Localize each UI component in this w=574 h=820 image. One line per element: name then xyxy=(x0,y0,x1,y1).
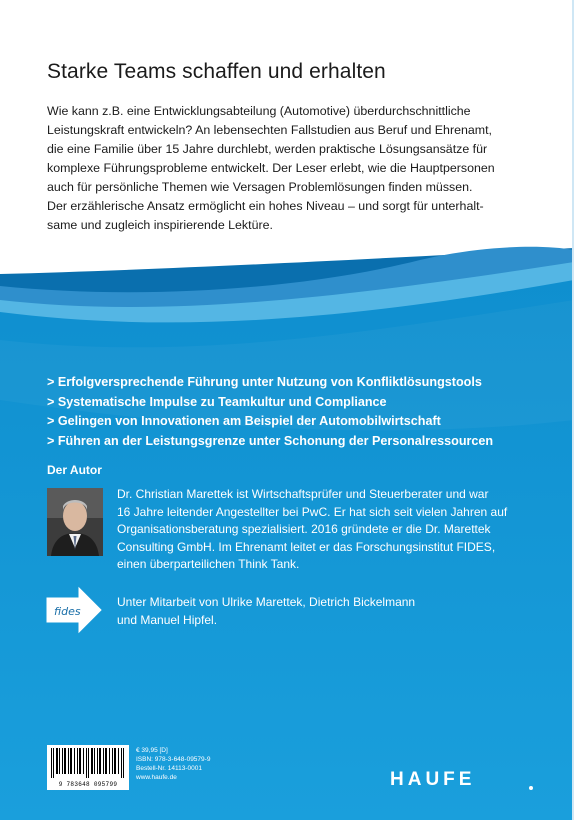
author-bio-line: Consulting GmbH. Im Ehrenamt leitet er das Forschungsinstitut FIDES, xyxy=(117,539,496,554)
price-isbn-block xyxy=(136,746,210,782)
description-line: auch für persönliche Themen wie Versagen Problemlösungen finden müssen. xyxy=(47,180,473,194)
description-line: komplexe Führungsprobleme entwickelt. Der Leser erlebt, wie die Hauptpersonen xyxy=(47,161,495,175)
description-line: Der erzählerische Ansatz ermöglicht ein hohes Niveau – und sorgt für unterhalt- xyxy=(47,199,484,213)
isbn: ISBN: 978-3-648-09579-9 xyxy=(136,756,211,763)
highlight-item: > Erfolgversprechende Führung unter Nutzung von Konfliktlösungstools xyxy=(47,375,482,389)
collaboration-line: Unter Mitarbeit von Ulrike Marettek, Dietrich Bickelmann xyxy=(117,595,416,609)
author-heading: Der Autor xyxy=(47,463,102,477)
collaboration-line: und Manuel Hipfel. xyxy=(117,612,218,627)
collaboration-note xyxy=(117,594,517,629)
fides-logo xyxy=(45,586,103,634)
barcode-bars xyxy=(47,745,129,781)
publisher-website: www.haufe.de xyxy=(136,774,177,781)
highlight-item: > Führen an der Leistungsgrenze unter Schonung der Personalressourcen xyxy=(47,433,494,448)
haufe-logo-dot xyxy=(529,786,533,790)
author-bio xyxy=(117,486,517,574)
highlight-item: > Systematische Impulse zu Teamkultur und Compliance xyxy=(47,394,387,409)
description-line: Wie kann z.B. eine Entwicklungsabteilung (Automotive) überdurchschnittliche xyxy=(47,104,471,118)
description-line: die eine Familie über 15 Jahre durchlebt, werden praktische Lösungsansätze für xyxy=(47,142,488,156)
price: € 39,95 [D] xyxy=(136,747,168,754)
book-description xyxy=(47,102,537,235)
description-line: Leistungskraft entwickeln? An lebensechten Fallstudien aus Beruf und Ehrenamt, xyxy=(47,123,492,137)
author-bio-line: Organisationsberatung spezialisiert. 2016 gründete er die Dr. Marettek xyxy=(117,522,491,536)
order-number: Bestell-Nr. 14113-0001 xyxy=(136,765,203,772)
author-bio-line: Dr. Christian Marettek ist Wirtschaftsprüfer und Steuerberater und war xyxy=(117,487,489,501)
highlight-item: > Gelingen von Innovationen am Beispiel der Automobilwirtschaft xyxy=(47,414,441,428)
author-bio-line: 16 Jahre leitender Angestellter bei PwC. Er hat sich seit vielen Jahren auf xyxy=(117,504,508,519)
barcode-number: 9 783648 095799 xyxy=(58,781,118,788)
description-line: same und zugleich inspirierende Lektüre. xyxy=(47,218,273,232)
book-title: Starke Teams schaffen und erhalten xyxy=(47,60,386,83)
description-block xyxy=(47,60,537,235)
fides-logo-text: fides xyxy=(54,605,81,618)
author-bio-line: einen überparteilichen Think Tank. xyxy=(117,557,300,571)
author-photo xyxy=(47,488,103,556)
haufe-logo: HAUFE xyxy=(390,769,476,790)
isbn-barcode xyxy=(47,745,129,790)
highlights-list xyxy=(47,373,567,451)
